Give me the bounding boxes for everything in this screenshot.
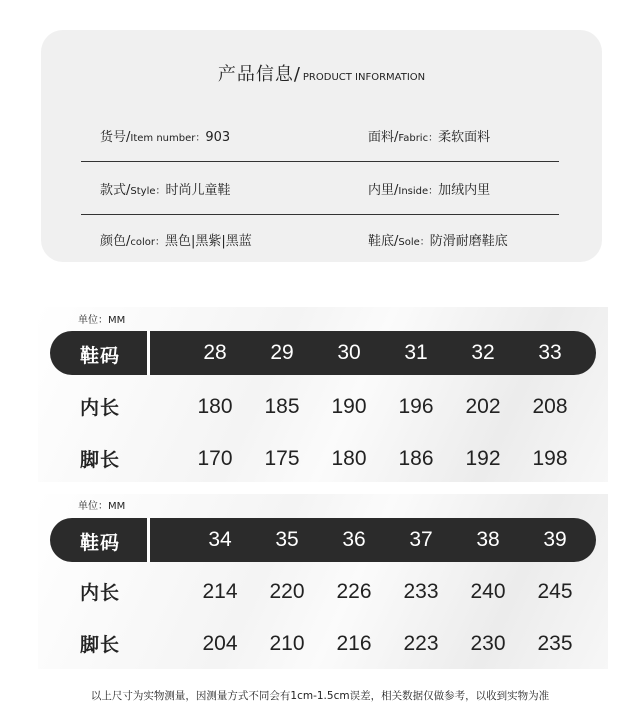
inner-length-value: 240 — [470, 580, 506, 603]
foot-length-value: 186 — [398, 447, 434, 470]
inner-length-value: 226 — [336, 580, 372, 603]
size-header-bar — [50, 331, 596, 375]
inner-length-row — [50, 393, 596, 423]
foot-length-row — [50, 630, 596, 660]
size-value: 31 — [404, 341, 428, 364]
inner-length-value: 233 — [403, 580, 439, 603]
item-number-label: 货号/ — [100, 130, 131, 145]
title-en: PRODUCT INFORMATION — [302, 72, 426, 83]
color-value: 黑色|黑紫|黑蓝 — [165, 234, 252, 249]
unit-label: 单位：MM — [78, 501, 126, 512]
size-value: 36 — [342, 528, 366, 551]
size-value: 34 — [208, 528, 232, 551]
style-value: 时尚儿童鞋 — [165, 183, 231, 198]
style — [100, 179, 231, 198]
fabric-label: 面料/ — [368, 130, 399, 145]
sole-label-en: Sole： — [398, 237, 430, 248]
inside-label-en: Inside： — [398, 186, 439, 197]
size-header-bar — [50, 518, 596, 562]
foot-length-value: 170 — [197, 447, 233, 470]
header-divider — [147, 518, 150, 562]
sole — [368, 230, 508, 249]
header-divider — [147, 331, 150, 375]
unit-label: 单位：MM — [78, 315, 126, 326]
info-row-3 — [81, 216, 559, 268]
foot-length-value: 223 — [403, 632, 439, 655]
title-cn: 产品信息/ — [217, 64, 301, 85]
inner-length-value: 220 — [269, 580, 305, 603]
measurement-footnote: 以上尺寸为实物测量，因测量方式不同会有1cm-1.5cm误差，相关数据仅做参考，以收到实物为准 — [90, 690, 550, 702]
size-value: 32 — [471, 341, 495, 364]
inner-length-label: 内长 — [79, 582, 120, 604]
inner-length-value: 245 — [537, 580, 573, 603]
shoe-size-label: 鞋码 — [79, 345, 120, 367]
fabric-label-en: Fabric： — [398, 133, 439, 144]
foot-length-value: 216 — [336, 632, 372, 655]
foot-length-label: 脚长 — [79, 634, 120, 656]
style-label-en: Style： — [130, 186, 166, 197]
inner-length-value: 208 — [532, 395, 568, 418]
item-number — [100, 126, 230, 145]
foot-length-value: 210 — [269, 632, 305, 655]
size-value: 39 — [543, 528, 567, 551]
size-value: 35 — [275, 528, 299, 551]
color-label: 颜色/ — [100, 234, 131, 249]
size-value: 37 — [409, 528, 433, 551]
fabric-value: 柔软面料 — [438, 130, 491, 145]
inside — [368, 179, 490, 198]
info-row-2 — [81, 163, 559, 215]
size-table-1 — [38, 307, 608, 482]
info-row-1 — [81, 110, 559, 162]
inner-length-value: 214 — [202, 580, 238, 603]
sole-label: 鞋底/ — [368, 234, 399, 249]
size-value: 29 — [270, 341, 294, 364]
color-label-en: color： — [130, 237, 166, 248]
shoe-size-label: 鞋码 — [79, 532, 120, 554]
foot-length-value: 230 — [470, 632, 506, 655]
foot-length-value: 175 — [264, 447, 300, 470]
foot-length-row — [50, 445, 596, 475]
size-value: 33 — [538, 341, 562, 364]
inner-length-value: 196 — [398, 395, 434, 418]
product-info-title — [41, 60, 602, 86]
sole-value: 防滑耐磨鞋底 — [429, 234, 508, 249]
product-info-card — [41, 30, 602, 262]
inner-length-value: 185 — [264, 395, 300, 418]
inner-length-value: 180 — [197, 395, 233, 418]
size-table-2 — [38, 494, 608, 669]
inner-length-label: 内长 — [79, 397, 120, 419]
inside-label: 内里/ — [368, 183, 399, 198]
foot-length-value: 198 — [532, 447, 568, 470]
fabric — [368, 126, 490, 145]
inner-length-value: 190 — [331, 395, 367, 418]
size-value: 38 — [476, 528, 500, 551]
size-value: 28 — [203, 341, 227, 364]
foot-length-label: 脚长 — [79, 449, 120, 471]
foot-length-value: 235 — [537, 632, 573, 655]
size-value: 30 — [337, 341, 361, 364]
foot-length-value: 180 — [331, 447, 367, 470]
inside-value: 加绒内里 — [438, 183, 491, 198]
foot-length-value: 192 — [465, 447, 501, 470]
style-label: 款式/ — [100, 183, 131, 198]
foot-length-value: 204 — [202, 632, 238, 655]
item-number-value: 903 — [205, 130, 231, 145]
inner-length-row — [50, 578, 596, 608]
item-number-label-en: Item number： — [130, 133, 206, 144]
color — [100, 230, 252, 249]
inner-length-value: 202 — [465, 395, 501, 418]
